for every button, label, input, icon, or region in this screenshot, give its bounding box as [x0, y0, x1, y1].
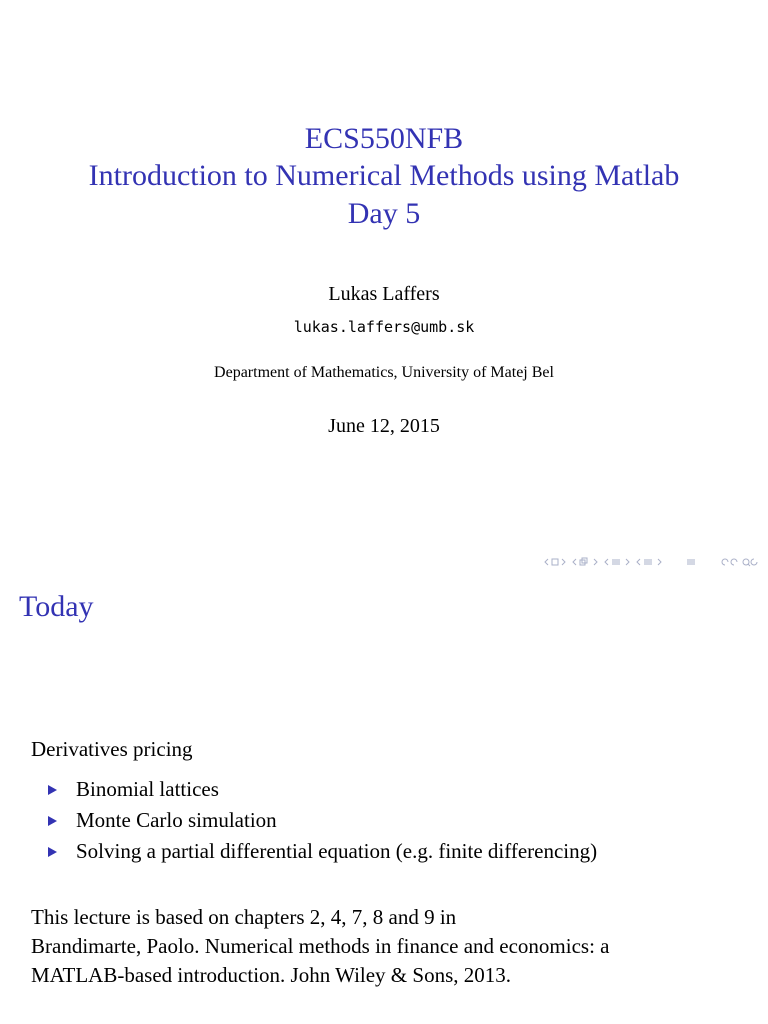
bullet-triangle-icon: [48, 847, 57, 857]
author-email: lukas.laffers@umb.sk: [293, 318, 475, 336]
list-item: Binomial lattices: [48, 774, 597, 805]
day-label: Day 5: [347, 197, 421, 230]
nav-subsection-icon[interactable]: [636, 557, 662, 567]
list-item: Solving a partial differential equation (e.g. finite differencing): [48, 836, 597, 867]
nav-frame-icon[interactable]: [572, 557, 598, 567]
beamer-navigation-bar: [538, 554, 760, 570]
topic-list: [48, 774, 597, 867]
frame-title: Today: [19, 590, 94, 623]
intro-text: Derivatives pricing: [31, 737, 193, 761]
nav-first-frame-icon[interactable]: [544, 557, 566, 567]
course-title: Introduction to Numerical Methods using Matlab: [88, 159, 680, 192]
list-item: Monte Carlo simulation: [48, 805, 597, 836]
nav-appendix-icon[interactable]: [686, 557, 696, 567]
nav-prev-subsection-icon[interactable]: [604, 557, 630, 567]
institute: Department of Mathematics, University of Matej Bel: [214, 364, 554, 381]
nav-search-icon[interactable]: [720, 557, 760, 567]
bullet-triangle-icon: [48, 816, 57, 826]
reference-text: This lecture is based on chapters 2, 4, 7, 8 and 9 in Brandimarte, Paolo. Numerical methods in finance and economics: a MATLAB-based introduction. John Wiley & Sons, 2013.: [31, 905, 610, 987]
bullet-triangle-icon: [48, 785, 57, 795]
course-code: ECS550NFB: [304, 122, 464, 155]
today-slide: [0, 576, 768, 1024]
author-name: Lukas Laffers: [328, 283, 440, 305]
presentation-date: June 12, 2015: [328, 415, 440, 437]
